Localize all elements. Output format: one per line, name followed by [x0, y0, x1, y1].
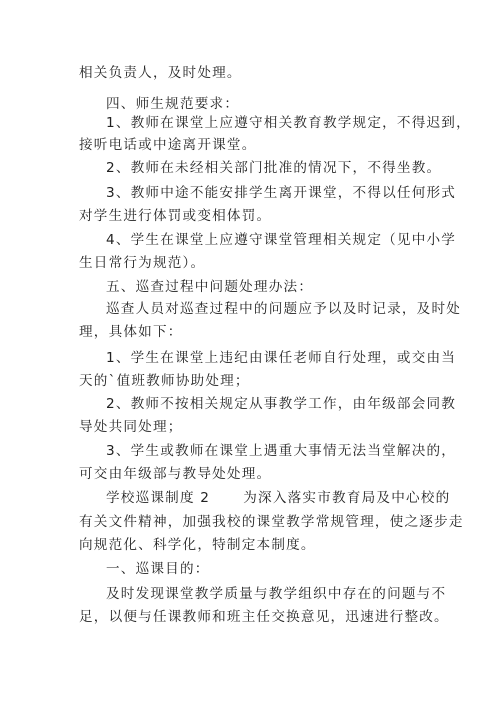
- section-heading: 四、师生规范要求：: [106, 96, 240, 112]
- text-line: 理，具体如下：: [79, 324, 183, 340]
- text-line: 对学生进行体罚或变相体罚。: [79, 208, 272, 224]
- text-line: 可交由年级部与教导处处理。: [79, 466, 272, 482]
- text-line: 天的`值班教师协助处理；: [79, 373, 250, 389]
- text-line: 生日常行为规范）。: [79, 255, 206, 271]
- text-line: 3、教师中途不能安排学生离开课堂，不得以任何形式: [106, 185, 457, 201]
- text-line: 2、教师在未经相关部门批准的情况下，不得坐教。: [106, 160, 442, 176]
- text-line: 及时发现课堂教学质量与教学组织中存在的问题与不: [106, 586, 447, 602]
- text-line: 1、学生在课堂上违纪由课任老师自行处理，或交由当: [106, 350, 457, 366]
- text-line: 学校巡课制度 2 为深入落实市教育局及中心校的: [106, 490, 451, 506]
- text-line: 2、教师不按相关规定从事教学工作，由年级部会同教: [106, 396, 457, 412]
- text-line: 4、学生在课堂上应遵守课堂管理相关规定（见中小学: [106, 232, 457, 248]
- section-heading: 五、巡查过程中问题处理办法：: [106, 279, 314, 295]
- text-line: 导处共同处理；: [79, 419, 183, 435]
- text-line: 相关负责人，及时处理。: [79, 65, 242, 81]
- text-line: 足，以便与任课教师和班主任交换意见，迅速进行整改。: [79, 609, 449, 625]
- text-line: 向规范化、科学化，特制定本制度。: [79, 537, 316, 553]
- section-heading: 一、巡课目的：: [106, 561, 210, 577]
- text-line: 接听电话或中途离开课堂。: [79, 137, 257, 153]
- text-line: 巡查人员对巡查过程中的问题应予以及时记录，及时处: [106, 301, 462, 317]
- text-line: 有关文件精神，加强我校的课堂教学常规管理，使之逐步走: [79, 514, 464, 530]
- text-line: 1、教师在课堂上应遵守相关教育教学规定，不得迟到，: [106, 115, 471, 131]
- text-line: 3、学生或教师在课堂上遇重大事情无法当堂解决的，: [106, 443, 457, 459]
